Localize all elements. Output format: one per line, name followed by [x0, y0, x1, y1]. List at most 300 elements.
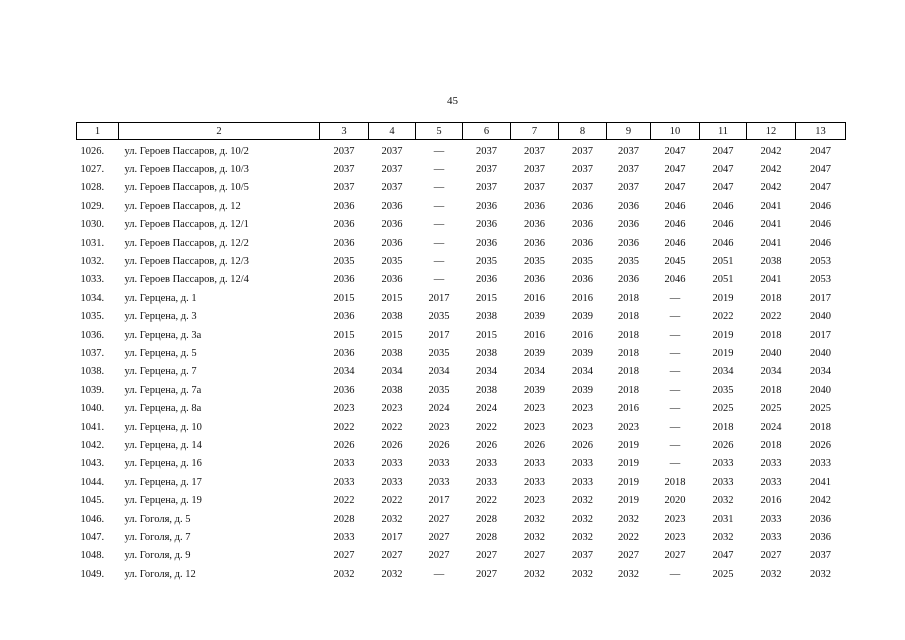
year-cell-col-11: 2047: [712, 145, 734, 157]
row-number: 1035.: [80, 311, 105, 323]
address-cell: ул. Героев Пассаров, д. 10/2: [124, 145, 249, 157]
year-cell-col-7: 2023: [524, 403, 545, 415]
year-cell-col-5: 2023: [428, 421, 450, 433]
year-cell-col-11: 2032: [712, 495, 734, 507]
year-cell-col-7: 2016: [524, 329, 545, 341]
year-cell-col-3: 2022: [333, 421, 355, 433]
row-number: 1042.: [80, 439, 105, 451]
year-cell-col-6: 2024: [476, 403, 497, 415]
row-number: 1047.: [80, 531, 105, 543]
address-cell: ул. Герцена, д. 1: [124, 292, 197, 304]
year-cell-col-13: 2037: [810, 550, 831, 562]
year-cell-col-6: 2028: [476, 513, 497, 525]
year-cell-col-4: 2036: [381, 219, 403, 231]
year-cell-col-7: 2036: [524, 219, 545, 231]
row-number: 1033.: [80, 274, 105, 286]
year-cell-col-10: 2047: [664, 164, 686, 176]
address-cell: ул. Героев Пассаров, д. 12/2: [124, 237, 249, 249]
year-cell-col-11: 2051: [712, 274, 734, 286]
year-cell-col-10: 2047: [664, 182, 686, 194]
year-cell-col-12: 2018: [760, 384, 782, 396]
address-cell: ул. Герцена, д. 8а: [124, 403, 202, 415]
year-cell-col-11: 2022: [712, 311, 734, 323]
year-cell-col-12: 2042: [760, 164, 782, 176]
row-number: 1032.: [80, 256, 105, 268]
year-cell-col-4: 2023: [381, 403, 403, 415]
year-cell-col-5: —: [433, 219, 445, 231]
year-cell-col-8: 2026: [572, 439, 593, 451]
row-number: 1028.: [80, 182, 105, 194]
year-cell-col-7: 2032: [524, 568, 545, 580]
year-cell-col-6: 2037: [476, 182, 497, 194]
year-cell-col-10: 2023: [664, 531, 686, 543]
table-row: [77, 418, 846, 436]
year-cell-col-12: 2018: [760, 329, 782, 341]
year-cell-col-9: 2018: [618, 292, 639, 304]
year-cell-col-10: 2023: [664, 513, 686, 525]
row-number: 1041.: [80, 421, 105, 433]
year-cell-col-9: 2032: [618, 513, 639, 525]
year-cell-col-7: 2037: [524, 164, 545, 176]
year-cell-col-10: —: [669, 421, 681, 433]
year-cell-col-3: 2036: [333, 237, 355, 249]
year-cell-col-11: 2046: [712, 237, 734, 249]
year-cell-col-9: 2018: [618, 366, 639, 378]
column-header-2: 2: [119, 123, 320, 140]
year-cell-col-8: 2035: [572, 256, 593, 268]
schedule-table: [76, 122, 846, 583]
year-cell-col-6: 2033: [476, 476, 497, 488]
address-cell: ул. Герцена, д. 3: [124, 311, 197, 323]
year-cell-col-3: 2037: [333, 145, 355, 157]
year-cell-col-10: 2046: [664, 237, 686, 249]
year-cell-col-9: 2019: [618, 495, 639, 507]
year-cell-col-8: 2039: [572, 347, 593, 359]
year-cell-col-10: —: [669, 439, 681, 451]
address-cell: ул. Герцена, д. 5: [124, 347, 197, 359]
year-cell-col-4: 2033: [381, 458, 403, 470]
year-cell-col-7: 2036: [524, 237, 545, 249]
year-cell-col-5: 2024: [428, 403, 450, 415]
year-cell-col-13: 2047: [810, 145, 831, 157]
year-cell-col-9: 2022: [618, 531, 639, 543]
address-cell: ул. Гоголя, д. 12: [124, 568, 196, 580]
table-body: [77, 140, 846, 584]
header-row: [77, 123, 846, 140]
column-header-8: 8: [559, 123, 607, 140]
year-cell-col-5: 2017: [428, 292, 450, 304]
address-cell: ул. Героев Пассаров, д. 12/4: [124, 274, 249, 286]
table-row: [77, 179, 846, 197]
table-row: [77, 197, 846, 215]
year-cell-col-10: 2046: [664, 200, 686, 212]
year-cell-col-10: —: [669, 292, 681, 304]
year-cell-col-12: 2016: [760, 495, 782, 507]
table-row: [77, 326, 846, 344]
year-cell-col-5: —: [433, 256, 445, 268]
year-cell-col-4: 2032: [381, 568, 403, 580]
year-cell-col-12: 2032: [760, 568, 782, 580]
year-cell-col-8: 2036: [572, 274, 593, 286]
year-cell-col-6: 2035: [476, 256, 497, 268]
year-cell-col-10: 2018: [664, 476, 686, 488]
table-row: [77, 455, 846, 473]
address-cell: ул. Герцена, д. 16: [124, 458, 202, 470]
year-cell-col-13: 2053: [810, 274, 831, 286]
year-cell-col-6: 2027: [476, 568, 497, 580]
year-cell-col-4: 2037: [381, 164, 403, 176]
table-row: [77, 308, 846, 326]
year-cell-col-11: 2047: [712, 182, 734, 194]
table-row: [77, 289, 846, 307]
year-cell-col-7: 2039: [524, 384, 545, 396]
row-number: 1029.: [80, 200, 105, 212]
year-cell-col-13: 2036: [810, 531, 831, 543]
year-cell-col-12: 2033: [760, 531, 782, 543]
year-cell-col-5: —: [433, 237, 445, 249]
year-cell-col-3: 2032: [333, 568, 355, 580]
address-cell: ул. Героев Пассаров, д. 12/3: [124, 256, 249, 268]
year-cell-col-3: 2036: [333, 384, 355, 396]
address-cell: ул. Гоголя, д. 5: [124, 513, 191, 525]
year-cell-col-8: 2032: [572, 495, 593, 507]
year-cell-col-7: 2033: [524, 458, 545, 470]
year-cell-col-4: 2015: [381, 292, 403, 304]
year-cell-col-5: 2017: [428, 329, 450, 341]
year-cell-col-11: 2031: [712, 513, 734, 525]
year-cell-col-7: 2023: [524, 421, 545, 433]
table-row: [77, 344, 846, 362]
year-cell-col-11: 2035: [712, 384, 734, 396]
year-cell-col-11: 2034: [712, 366, 734, 378]
year-cell-col-11: 2033: [712, 458, 734, 470]
year-cell-col-6: 2027: [476, 550, 497, 562]
year-cell-col-6: 2036: [476, 274, 497, 286]
year-cell-col-10: 2047: [664, 145, 686, 157]
column-header-6: 6: [463, 123, 511, 140]
year-cell-col-5: —: [433, 200, 445, 212]
year-cell-col-5: 2035: [428, 347, 450, 359]
table-row: [77, 565, 846, 583]
table-row: [77, 528, 846, 546]
table-row: [77, 234, 846, 252]
column-header-12: 12: [747, 123, 796, 140]
year-cell-col-6: 2028: [476, 531, 497, 543]
table-row: [77, 473, 846, 491]
year-cell-col-6: 2033: [476, 458, 497, 470]
table-row: [77, 381, 846, 399]
year-cell-col-5: —: [433, 274, 445, 286]
year-cell-col-13: 2053: [810, 256, 831, 268]
year-cell-col-13: 2047: [810, 182, 831, 194]
year-cell-col-4: 2037: [381, 182, 403, 194]
address-cell: ул. Героев Пассаров, д. 12/1: [124, 219, 249, 231]
year-cell-col-13: 2046: [810, 219, 831, 231]
year-cell-col-13: 2025: [810, 403, 831, 415]
year-cell-col-9: 2019: [618, 439, 639, 451]
year-cell-col-9: 2018: [618, 311, 639, 323]
year-cell-col-5: —: [433, 182, 445, 194]
year-cell-col-12: 2042: [760, 145, 782, 157]
year-cell-col-13: 2017: [810, 329, 831, 341]
year-cell-col-12: 2041: [760, 237, 782, 249]
year-cell-col-10: —: [669, 403, 681, 415]
year-cell-col-4: 2036: [381, 237, 403, 249]
address-cell: ул. Герцена, д. 14: [124, 439, 202, 451]
year-cell-col-10: —: [669, 329, 681, 341]
year-cell-col-8: 2033: [572, 476, 593, 488]
year-cell-col-9: 2019: [618, 476, 639, 488]
year-cell-col-6: 2022: [476, 421, 497, 433]
year-cell-col-8: 2032: [572, 568, 593, 580]
year-cell-col-5: 2027: [428, 550, 450, 562]
year-cell-col-3: 2036: [333, 347, 355, 359]
year-cell-col-13: 2046: [810, 200, 831, 212]
row-number: 1049.: [80, 568, 105, 580]
year-cell-col-3: 2036: [333, 219, 355, 231]
year-cell-col-6: 2036: [476, 200, 497, 212]
year-cell-col-6: 2022: [476, 495, 497, 507]
year-cell-col-7: 2037: [524, 145, 545, 157]
year-cell-col-5: 2035: [428, 384, 450, 396]
year-cell-col-7: 2039: [524, 311, 545, 323]
year-cell-col-7: 2032: [524, 513, 545, 525]
year-cell-col-3: 2036: [333, 200, 355, 212]
row-number: 1046.: [80, 513, 105, 525]
year-cell-col-6: 2015: [476, 292, 497, 304]
year-cell-col-12: 2042: [760, 182, 782, 194]
year-cell-col-9: 2018: [618, 384, 639, 396]
year-cell-col-5: —: [433, 164, 445, 176]
row-number: 1040.: [80, 403, 105, 415]
year-cell-col-3: 2036: [333, 311, 355, 323]
year-cell-col-9: 2037: [618, 164, 639, 176]
year-cell-col-11: 2018: [712, 421, 734, 433]
year-cell-col-10: —: [669, 311, 681, 323]
year-cell-col-9: 2036: [618, 200, 639, 212]
year-cell-col-7: 2032: [524, 531, 545, 543]
column-header-10: 10: [651, 123, 700, 140]
year-cell-col-11: 2047: [712, 164, 734, 176]
year-cell-col-10: 2045: [664, 256, 686, 268]
row-number: 1039.: [80, 384, 105, 396]
table-row: [77, 160, 846, 178]
year-cell-col-3: 2028: [333, 513, 355, 525]
column-header-7: 7: [511, 123, 559, 140]
year-cell-col-4: 2017: [381, 531, 403, 543]
row-number: 1043.: [80, 458, 105, 470]
year-cell-col-3: 2037: [333, 182, 355, 194]
year-cell-col-10: —: [669, 347, 681, 359]
year-cell-col-6: 2036: [476, 219, 497, 231]
year-cell-col-8: 2023: [572, 403, 593, 415]
year-cell-col-10: 2027: [664, 550, 686, 562]
year-cell-col-6: 2036: [476, 237, 497, 249]
year-cell-col-5: 2035: [428, 311, 450, 323]
year-cell-col-12: 2018: [760, 292, 782, 304]
year-cell-col-6: 2015: [476, 329, 497, 341]
year-cell-col-13: 2047: [810, 164, 831, 176]
year-cell-col-13: 2034: [810, 366, 831, 378]
year-cell-col-12: 2033: [760, 476, 782, 488]
year-cell-col-3: 2033: [333, 476, 355, 488]
year-cell-col-8: 2037: [572, 182, 593, 194]
year-cell-col-13: 2036: [810, 513, 831, 525]
year-cell-col-6: 2034: [476, 366, 497, 378]
year-cell-col-12: 2040: [760, 347, 782, 359]
year-cell-col-3: 2027: [333, 550, 355, 562]
year-cell-col-12: 2041: [760, 274, 782, 286]
row-number: 1036.: [80, 329, 105, 341]
year-cell-col-8: 2036: [572, 200, 593, 212]
address-cell: ул. Гоголя, д. 7: [124, 531, 191, 543]
year-cell-col-7: 2037: [524, 182, 545, 194]
address-cell: ул. Герцена, д. 19: [124, 495, 202, 507]
year-cell-col-7: 2027: [524, 550, 545, 562]
year-cell-col-9: 2016: [618, 403, 639, 415]
year-cell-col-9: 2018: [618, 347, 639, 359]
year-cell-col-11: 2033: [712, 476, 734, 488]
year-cell-col-4: 2032: [381, 513, 403, 525]
year-cell-col-3: 2022: [333, 495, 355, 507]
year-cell-col-13: 2040: [810, 347, 831, 359]
year-cell-col-7: 2033: [524, 476, 545, 488]
year-cell-col-4: 2033: [381, 476, 403, 488]
year-cell-col-9: 2027: [618, 550, 639, 562]
year-cell-col-9: 2018: [618, 329, 639, 341]
year-cell-col-4: 2027: [381, 550, 403, 562]
column-header-3: 3: [320, 123, 369, 140]
year-cell-col-11: 2046: [712, 219, 734, 231]
year-cell-col-6: 2038: [476, 384, 497, 396]
address-cell: ул. Герцена, д. 17: [124, 476, 202, 488]
year-cell-col-11: 2019: [712, 347, 734, 359]
year-cell-col-10: 2046: [664, 274, 686, 286]
row-number: 1034.: [80, 292, 105, 304]
year-cell-col-7: 2036: [524, 274, 545, 286]
table-row: [77, 363, 846, 381]
year-cell-col-7: 2039: [524, 347, 545, 359]
year-cell-col-11: 2019: [712, 292, 734, 304]
year-cell-col-12: 2022: [760, 311, 782, 323]
year-cell-col-11: 2019: [712, 329, 734, 341]
table-row: [77, 491, 846, 509]
year-cell-col-8: 2037: [572, 145, 593, 157]
table-row: [77, 252, 846, 270]
year-cell-col-5: —: [433, 568, 445, 580]
year-cell-col-6: 2026: [476, 439, 497, 451]
year-cell-col-12: 2018: [760, 439, 782, 451]
year-cell-col-12: 2025: [760, 403, 782, 415]
year-cell-col-8: 2036: [572, 219, 593, 231]
year-cell-col-8: 2023: [572, 421, 593, 433]
year-cell-col-10: —: [669, 458, 681, 470]
row-number: 1044.: [80, 476, 105, 488]
year-cell-col-3: 2035: [333, 256, 355, 268]
year-cell-col-8: 2037: [572, 550, 593, 562]
year-cell-col-12: 2034: [760, 366, 782, 378]
year-cell-col-13: 2017: [810, 292, 831, 304]
year-cell-col-3: 2034: [333, 366, 355, 378]
year-cell-col-4: 2038: [381, 311, 403, 323]
year-cell-col-10: 2046: [664, 219, 686, 231]
year-cell-col-11: 2026: [712, 439, 734, 451]
year-cell-col-12: 2024: [760, 421, 782, 433]
year-cell-col-4: 2036: [381, 200, 403, 212]
year-cell-col-10: —: [669, 384, 681, 396]
address-cell: ул. Герцена, д. 7а: [124, 384, 202, 396]
year-cell-col-9: 2019: [618, 458, 639, 470]
row-number: 1030.: [80, 219, 105, 231]
address-cell: ул. Герцена, д. 3а: [124, 329, 202, 341]
year-cell-col-9: 2032: [618, 568, 639, 580]
year-cell-col-4: 2026: [381, 439, 403, 451]
year-cell-col-5: 2034: [428, 366, 450, 378]
year-cell-col-4: 2037: [381, 145, 403, 157]
address-cell: ул. Героев Пассаров, д. 10/3: [124, 164, 249, 176]
row-number: 1026.: [80, 145, 105, 157]
page-number: 45: [447, 95, 458, 107]
address-cell: ул. Герцена, д. 10: [124, 421, 202, 433]
year-cell-col-5: 2027: [428, 513, 450, 525]
year-cell-col-11: 2025: [712, 568, 734, 580]
column-header-5: 5: [416, 123, 463, 140]
year-cell-col-8: 2032: [572, 531, 593, 543]
address-cell: ул. Гоголя, д. 9: [124, 550, 191, 562]
year-cell-col-5: —: [433, 145, 445, 157]
year-cell-col-13: 2018: [810, 421, 831, 433]
year-cell-col-6: 2038: [476, 311, 497, 323]
year-cell-col-8: 2033: [572, 458, 593, 470]
year-cell-col-3: 2033: [333, 531, 355, 543]
year-cell-col-12: 2041: [760, 219, 782, 231]
row-number: 1027.: [80, 164, 105, 176]
year-cell-col-7: 2026: [524, 439, 545, 451]
year-cell-col-5: 2033: [428, 476, 450, 488]
year-cell-col-8: 2037: [572, 164, 593, 176]
year-cell-col-9: 2036: [618, 219, 639, 231]
year-cell-col-11: 2047: [712, 550, 734, 562]
year-cell-col-8: 2016: [572, 329, 593, 341]
year-cell-col-12: 2027: [760, 550, 782, 562]
table-row: [77, 271, 846, 289]
year-cell-col-8: 2036: [572, 237, 593, 249]
year-cell-col-4: 2022: [381, 495, 403, 507]
table-row: [77, 510, 846, 528]
year-cell-col-9: 2035: [618, 256, 639, 268]
address-cell: ул. Героев Пассаров, д. 12: [124, 200, 241, 212]
row-number: 1048.: [80, 550, 105, 562]
year-cell-col-8: 2039: [572, 311, 593, 323]
year-cell-col-13: 2032: [810, 568, 831, 580]
year-cell-col-4: 2015: [381, 329, 403, 341]
year-cell-col-4: 2038: [381, 384, 403, 396]
year-cell-col-4: 2034: [381, 366, 403, 378]
year-cell-col-5: 2017: [428, 495, 450, 507]
year-cell-col-10: —: [669, 568, 681, 580]
row-number: 1031.: [80, 237, 105, 249]
year-cell-col-6: 2037: [476, 164, 497, 176]
address-cell: ул. Герцена, д. 7: [124, 366, 197, 378]
year-cell-col-11: 2032: [712, 531, 734, 543]
year-cell-col-9: 2023: [618, 421, 639, 433]
year-cell-col-9: 2036: [618, 237, 639, 249]
year-cell-col-13: 2033: [810, 458, 831, 470]
year-cell-col-7: 2036: [524, 200, 545, 212]
year-cell-col-8: 2016: [572, 292, 593, 304]
year-cell-col-9: 2037: [618, 145, 639, 157]
year-cell-col-12: 2033: [760, 458, 782, 470]
